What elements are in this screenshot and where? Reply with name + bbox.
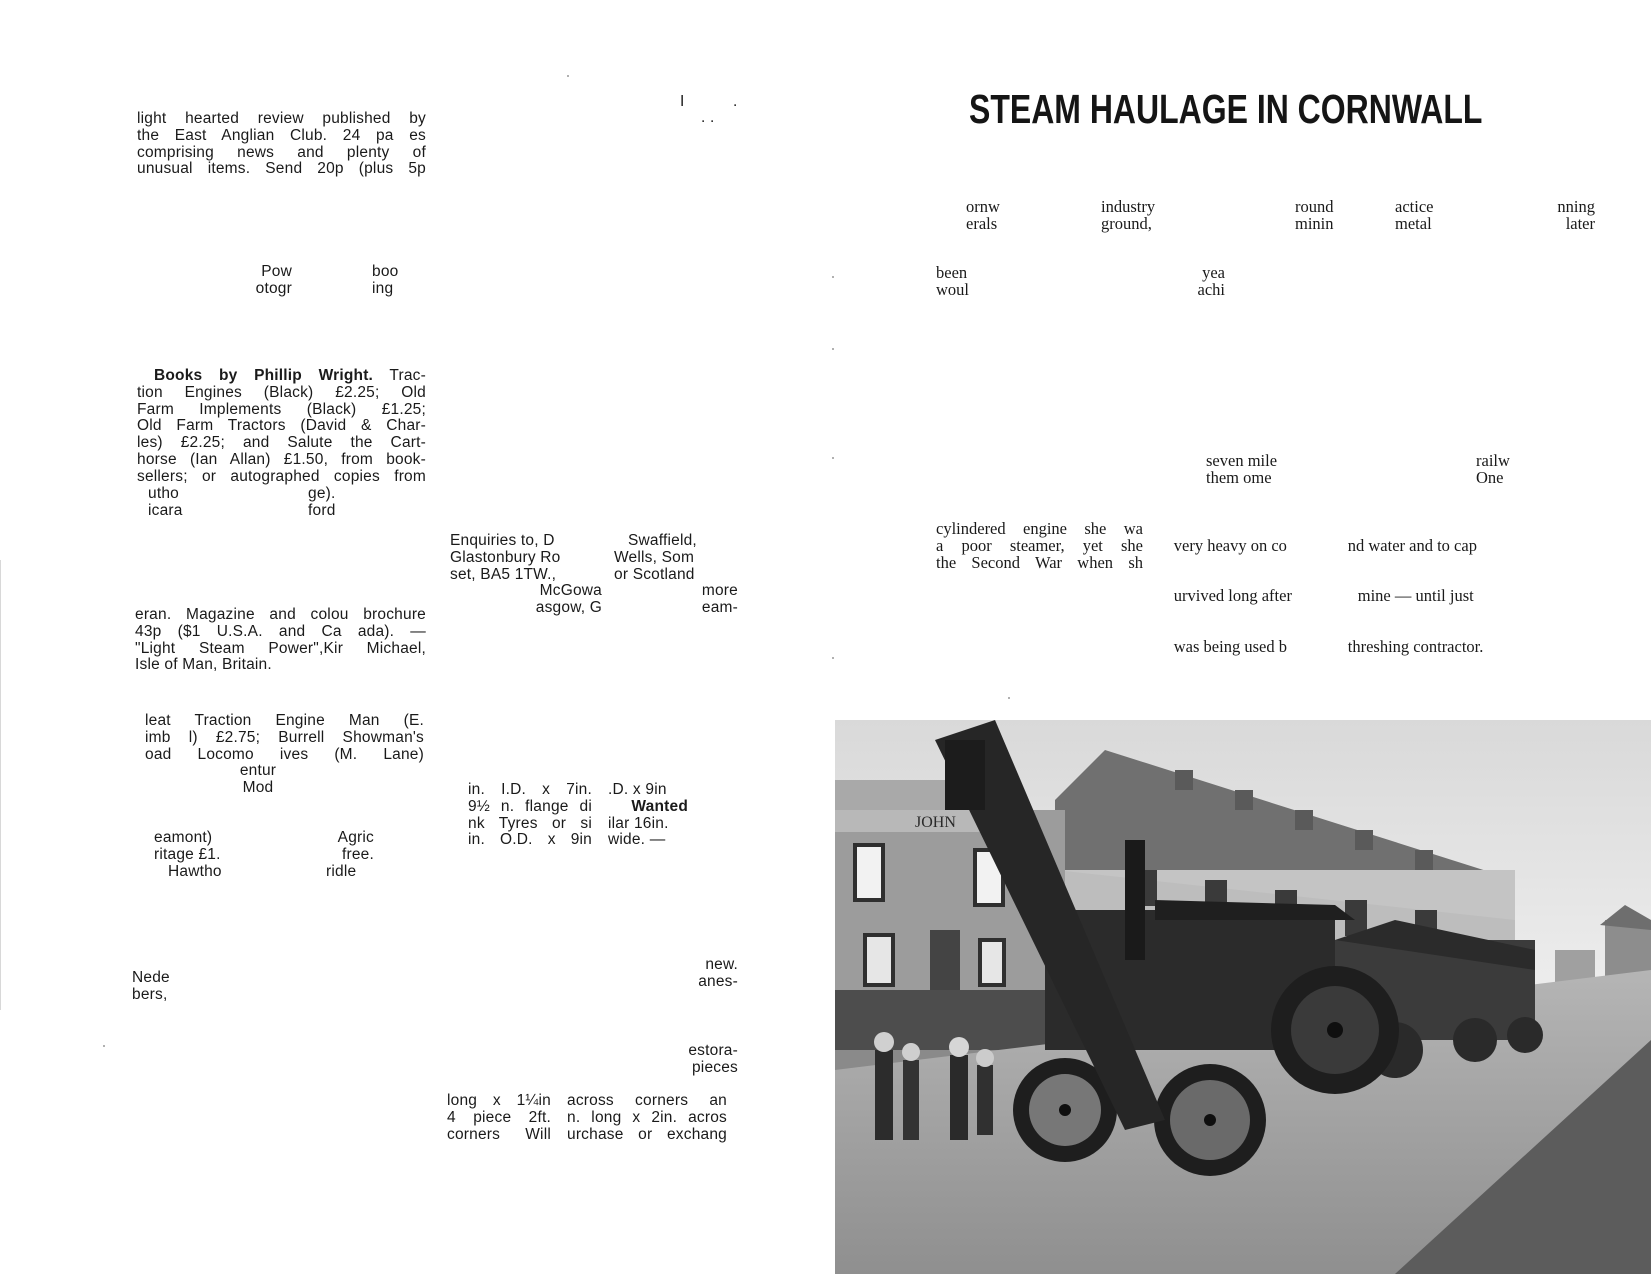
paper-speck — [567, 75, 569, 77]
text-line: later — [1565, 213, 1595, 233]
steam-engine-photo-drawing — [835, 720, 1651, 1274]
hotel-sign-text: JOHN — [915, 814, 956, 831]
text-line: minin — [1295, 213, 1334, 233]
text-line: the East Anglian Club. 24 pa es — [137, 126, 426, 144]
stray-mark: . — [733, 93, 738, 110]
text-line: Isle of Man, Britain. — [135, 656, 272, 674]
text-line: or Scotland — [614, 565, 695, 583]
ad-agric-col1 — [154, 830, 222, 880]
text-line: comprising news and plenty of — [137, 143, 426, 161]
text-line: railw — [1476, 451, 1510, 470]
para2-fragment-a — [936, 265, 969, 299]
fragment-pow-col2 — [372, 264, 398, 298]
text-fragment: was being used b — [1173, 636, 1287, 656]
text-line: erals — [966, 213, 998, 233]
ad-phillip-wright — [137, 368, 426, 486]
text-line: ford — [308, 501, 336, 519]
text-fragment: nd water and to cap — [1347, 535, 1477, 555]
text-line: Farm Implements (Black) £1.25; — [137, 400, 426, 418]
para4-col1 — [936, 521, 1143, 571]
text-line: ritage £1. — [154, 845, 221, 863]
text-line: free. — [341, 845, 374, 863]
paper-speck — [832, 276, 834, 278]
ad-phillip-wright-tail-col2 — [308, 486, 336, 520]
wanted-heading: Wanted — [631, 797, 688, 815]
intro-fragment-e — [1485, 199, 1595, 233]
text-line: across corners an — [567, 1092, 727, 1109]
text-line: a poor steamer, yet she — [936, 535, 1143, 555]
text-line: 4 piece 2ft. — [447, 1108, 551, 1126]
text-line: corners Will — [447, 1125, 551, 1143]
text-line: eran. Magazine and colou brochure — [135, 606, 426, 623]
left-page — [0, 0, 825, 1274]
text-line: eam- — [701, 599, 738, 617]
text-line: sellers; or autographed copies from — [137, 467, 426, 485]
para3-fragment-b — [1476, 453, 1510, 487]
para2-fragment-b — [1165, 265, 1225, 299]
text-line: bers, — [132, 985, 168, 1003]
text-line: unusual items. Send 20p (plus 5p — [137, 160, 426, 178]
text-line: Mod — [242, 778, 274, 796]
text-line: actice — [1395, 197, 1434, 216]
text-fragment: mine — until just — [1357, 586, 1474, 606]
text-line: oad Locomo ives (M. Lane) — [145, 745, 424, 763]
ad-corners-col1 — [447, 1093, 551, 1143]
text-line: horse (Ian Allan) £1.50, from book- — [137, 450, 426, 468]
intro-fragment-b — [1101, 199, 1155, 233]
text-line: more — [701, 582, 738, 600]
article-title: STEAM HAULAGE IN CORNWALL — [969, 86, 1483, 132]
ad-traction-engine-man — [145, 713, 424, 763]
text-fragment: urvived long after — [1173, 586, 1292, 606]
text-line: ground, — [1101, 213, 1152, 233]
ad-east-anglian — [137, 111, 426, 178]
text-line: utho — [148, 485, 179, 502]
text-line: long x 1¼in — [447, 1092, 551, 1109]
text-line: boo — [372, 263, 399, 280]
paper-speck — [832, 457, 834, 459]
text-line: Swaffield, — [628, 532, 697, 549]
fragment-pow-col1 — [232, 264, 292, 298]
text-fragment: threshing contractor. — [1347, 636, 1484, 656]
text-line: metal — [1395, 213, 1432, 233]
text-line: Enquiries to, D — [450, 532, 555, 549]
text-line: McGowa — [539, 582, 602, 600]
text-line: imb l) £2.75; Burrell Showman's — [145, 728, 424, 746]
ad-phillip-wright-tail-col1 — [148, 486, 183, 520]
text-line: eamont) — [154, 829, 213, 846]
steam-engine-photo — [835, 720, 1651, 1274]
text-line: nk Tyres or si — [468, 814, 592, 832]
text-line: light hearted review published by — [137, 110, 426, 127]
text-fragment: Trac- — [389, 367, 426, 384]
text-line: Glastonbury Ro — [450, 548, 561, 566]
text-line: the Second War when sh — [936, 552, 1143, 572]
text-line — [137, 368, 426, 385]
text-line: tion Engines (Black) £2.25; Old — [137, 383, 426, 401]
text-line: ridle — [326, 862, 357, 880]
text-line: ing — [372, 279, 394, 297]
text-line: leat Traction Engine Man (E. — [145, 712, 424, 729]
text-line: in. I.D. x 7in. — [468, 781, 592, 798]
text-line: industry — [1101, 197, 1156, 216]
text-line: otogr — [255, 279, 292, 297]
text-line: nning — [1557, 197, 1595, 216]
para4-col2 — [1149, 521, 1623, 672]
intro-fragment-a — [966, 199, 1000, 233]
text-line: icara — [148, 501, 183, 519]
fragment-new — [660, 957, 738, 991]
ad-heading: Books by Phillip Wright. — [154, 367, 374, 384]
text-line: Nede — [132, 969, 170, 986]
text-line: ornw — [966, 197, 1000, 216]
ad-swaffield-col1 — [450, 533, 602, 617]
edge-mark — [0, 560, 1, 1010]
text-line: Pow — [261, 263, 292, 280]
para3-fragment-a — [1206, 453, 1277, 487]
text-line: .D. x 9in — [608, 781, 667, 798]
ad-swaffield-col2 — [614, 533, 738, 617]
paper-speck — [832, 657, 834, 659]
text-line: Old Farm Tractors (David & Char- — [137, 417, 426, 435]
text-line: round — [1295, 197, 1334, 216]
text-line: "Light Steam Power",Kir Michael, — [135, 639, 426, 657]
text-line: them ome — [1206, 467, 1272, 487]
intro-fragment-c — [1295, 199, 1334, 233]
text-line: estora- — [688, 1042, 738, 1059]
text-line: 43p ($1 U.S.A. and Ca ada). — — [135, 622, 426, 640]
paper-speck — [832, 348, 834, 350]
text-line: Hawtho — [168, 862, 222, 880]
ad-agric-col2 — [326, 830, 374, 880]
text-line: set, BA5 1TW., — [450, 565, 557, 583]
text-line: entur — [239, 762, 277, 779]
text-line: yea — [1202, 263, 1225, 282]
text-line: ge). — [308, 485, 336, 502]
text-line: n. long x 2in. acros — [567, 1108, 727, 1126]
ad-dimensions-col1 — [468, 782, 592, 849]
text-line: wide. — — [608, 831, 666, 849]
text-line: One — [1476, 467, 1504, 487]
text-line — [1149, 521, 1623, 571]
text-line: pieces — [691, 1058, 738, 1076]
text-line: been — [936, 263, 968, 282]
text-line: achi — [1197, 279, 1225, 299]
stray-mark: . . — [701, 109, 715, 126]
ad-traction-engine-man-tail — [218, 763, 298, 797]
text-line: les) £2.25; and Salute the Cart- — [137, 434, 426, 452]
text-fragment: very heavy on co — [1173, 535, 1287, 555]
text-line — [1149, 571, 1623, 621]
fragment-estora — [660, 1043, 738, 1077]
text-line: new. — [705, 956, 738, 973]
text-line: in. O.D. x 9in — [468, 831, 592, 849]
text-line: urchase or exchang — [567, 1125, 727, 1143]
paper-speck — [1008, 697, 1010, 699]
text-line: cylindered engine she wa — [936, 519, 1143, 538]
text-line — [1149, 622, 1623, 672]
text-line: woul — [936, 279, 969, 299]
text-line: 9½ n. flange di — [468, 797, 592, 815]
stray-mark: I — [680, 93, 685, 110]
fragment-nede — [132, 970, 170, 1004]
text-line: Agric — [337, 829, 374, 846]
text-line: ilar 16in. — [608, 814, 669, 832]
text-line: asgow, G — [535, 599, 602, 617]
ad-corners-col2 — [567, 1093, 727, 1143]
paper-speck — [103, 1045, 105, 1047]
text-line: seven mile — [1206, 451, 1278, 470]
text-line: anes- — [698, 972, 738, 990]
intro-fragment-d — [1395, 199, 1433, 233]
ad-dimensions-col2 — [608, 782, 688, 849]
ad-light-steam-power — [135, 607, 426, 674]
text-line: Wells, Som — [614, 548, 695, 566]
